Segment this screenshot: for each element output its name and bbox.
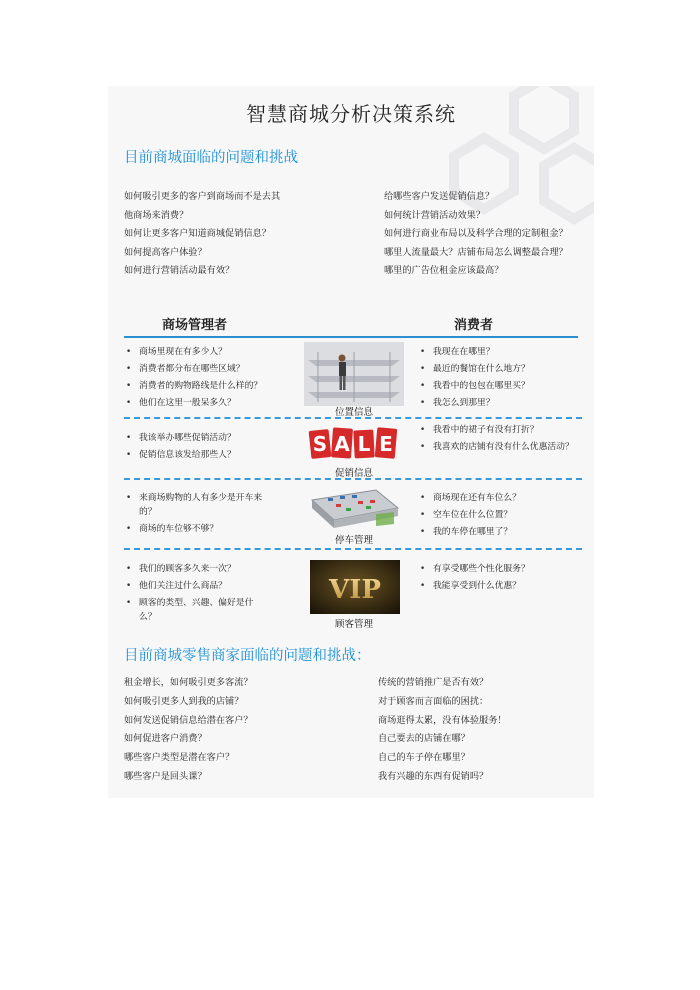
vip-card-image [310,560,400,614]
list-item: • 我该举办哪些促销活动？ [126,430,301,447]
caption-parking: 停车管理 [334,535,373,546]
question-line: 如何进行商业布局以及科学合理的定制租金？ [384,228,568,240]
list-item: • 来商场购物的人有多少是开车来的？ [126,491,266,519]
page-title: 智慧商城分析决策系统 [246,102,456,126]
mall-questions-left [124,188,280,281]
roles-header [124,312,578,338]
list-item: • 有享受哪些个性化服务？ [420,561,588,578]
list-item: • 我看中的包包在哪里买？ [420,378,588,395]
question-line: 传统的营销推广是否有效？ [378,677,489,688]
list-item: • 空车位在什么位置？ [420,507,588,524]
list-item: • 我喜欢的店铺有没有什么优惠活动？ [420,440,588,454]
mall-questions-right [384,188,568,281]
list-item: • 我们的顾客多久来一次？ [126,561,266,578]
section-heading-mall-challenges: 目前商城面临的问题和挑战 [124,150,298,166]
list-item: • 他们关注过什么商品？ [126,578,266,595]
caption-promotion: 促销信息 [334,468,373,479]
parking-lot-map-image [306,486,402,534]
question-line: 租金增长，如何吸引更多客流？ [124,677,253,688]
role-mall-manager: 商场管理者 [162,318,228,333]
question-line: 商场逛得太累，没有体验服务！ [378,714,507,726]
promotion-consumer-questions [420,422,588,456]
question-line: 自己的车子停在哪里？ [378,752,470,764]
location-consumer-questions [420,344,588,412]
sale-tag-image [308,424,400,464]
question-line: 如何进行营销活动最有效？ [124,265,235,277]
list-item: • 我能享受到什么优惠？ [420,578,588,595]
list-item: • 我的车停在哪里了？ [420,524,588,541]
location-3d-floors-image [304,342,404,406]
role-consumer: 消费者 [454,318,494,333]
question-line: 如何吸引更多的客户到商场而不是去其 [124,191,281,202]
list-item: • 我看中的裙子有没有打折？ [420,422,588,439]
question-line: 如何促进客户消费？ [124,733,207,745]
parking-consumer-questions [420,490,588,541]
list-item: • 我现在在哪里？ [420,344,588,361]
sale-letter: E [379,432,393,456]
question-line: 哪些客户是回头课？ [124,770,207,782]
question-line: 如何发送促销信息给潜在客户？ [124,714,253,726]
location-manager-questions [126,344,301,412]
row-divider [124,548,582,550]
list-item: • 最近的餐馆在什么地方？ [420,361,588,378]
question-line: 哪里的广告位租金应该最高？ [384,265,504,277]
list-item: • 商场里现在有多少人？ [126,344,301,361]
question-line: 我有兴趣的东西有促销吗？ [378,770,489,782]
list-item: • 他们在这里一般呆多久？ [126,395,301,412]
sale-letter: A [334,432,350,456]
list-item: • 我怎么到那里？ [420,395,588,412]
parking-manager-questions [126,490,266,538]
customer-consumer-questions [420,561,588,595]
list-item: • 商场现在还有车位么？ [420,490,588,507]
sale-letter: L [357,432,371,456]
vip-logo-text: VIP [329,575,381,605]
list-item: • 顾客的类型、兴趣、偏好是什么？ [126,596,266,624]
question-line: 给哪些客户发送促销信息？ [384,191,495,202]
question-line: 如何统计营销活动效果？ [384,209,486,221]
question-line: 他商场来消费？ [124,209,189,221]
question-line: 如何让更多客户知道商城促销信息？ [124,228,271,240]
question-line: 哪些客户类型是潜在客户？ [124,752,235,764]
caption-location: 位置信息 [334,407,373,418]
caption-customer: 顾客管理 [334,619,373,630]
question-line: 对于顾客而言面临的困扰： [378,695,489,707]
list-item: • 消费者都分布在哪些区域？ [126,361,301,378]
question-line: 如何吸引更多人到我的店铺？ [124,695,244,707]
question-line: 如何提高客户体验？ [124,246,207,258]
document-page [108,86,594,798]
section-heading-retailer-challenges: 目前商城零售商家面临的问题和挑战： [124,648,371,664]
sale-letter: S [312,432,328,456]
list-item: • 商场的车位够不够？ [126,521,266,538]
customer-manager-questions [126,561,266,626]
question-line: 哪里人流量最大？店铺布局怎么调整最合理？ [384,246,568,258]
retailer-questions-right [378,674,507,787]
promotion-manager-questions [126,430,301,464]
question-line: 自己要去的店铺在哪？ [378,733,470,745]
row-divider [124,417,582,419]
row-divider [124,478,582,480]
list-item: • 消费者的购物路线是什么样的？ [126,378,301,395]
list-item: • 促销信息该发给那些人？ [126,447,301,464]
retailer-questions-left [124,674,253,787]
